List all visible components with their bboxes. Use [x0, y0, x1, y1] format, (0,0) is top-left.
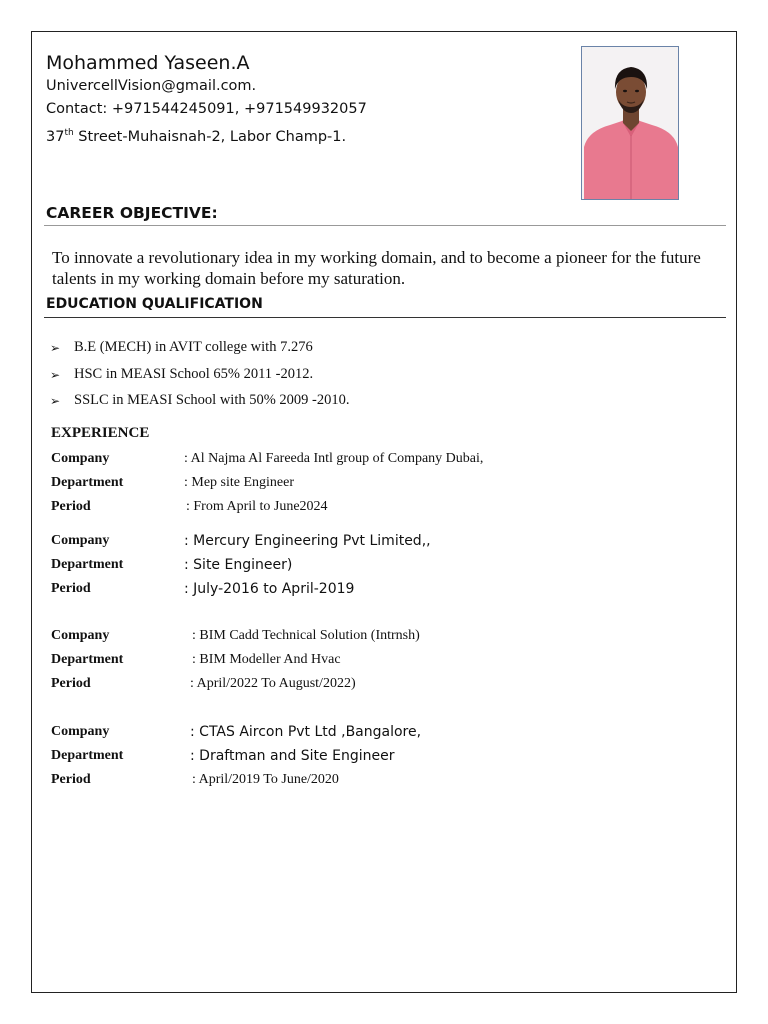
company-value: : Mercury Engineering Pvt Limited,,: [184, 533, 431, 549]
company-value: : BIM Cadd Technical Solution (Intrnsh): [192, 628, 420, 643]
company-value: : CTAS Aircon Pvt Ltd ,Bangalore,: [190, 724, 422, 740]
section-divider: [44, 317, 726, 318]
period-label: Period: [51, 676, 91, 691]
portrait-illustration: [582, 47, 679, 200]
address-street: Street-Muhaisnah-2, Labor Champ-1.: [73, 128, 347, 145]
address-ordinal: th: [64, 128, 74, 138]
period-label: Period: [51, 581, 91, 596]
career-objective-text: To innovate a revolutionary idea in my working domain, and to become a pioneer for the future talents in my working domain before my saturation.: [52, 248, 701, 288]
period-label: Period: [51, 499, 91, 514]
list-item: [50, 392, 350, 419]
department-label: Department: [51, 748, 124, 763]
department-label: Department: [51, 475, 124, 490]
company-label: Company: [51, 724, 110, 739]
company-value: : Al Najma Al Fareeda Intl group of Company Dubai,: [184, 451, 484, 466]
list-item: [50, 366, 350, 393]
email-address: UnivercellVision@gmail.com.: [46, 78, 257, 94]
department-value: : Site Engineer): [184, 557, 293, 573]
company-label: Company: [51, 533, 110, 548]
education-list: [50, 339, 350, 419]
period-label: Period: [51, 772, 91, 787]
profile-photo: [581, 46, 679, 200]
arrow-bullet-icon: ➢: [50, 341, 61, 355]
education-entry: B.E (MECH) in AVIT college with 7.276: [74, 339, 313, 355]
period-value: : April/2022 To August/2022): [190, 676, 356, 691]
contact-numbers: Contact: +971544245091, +971549932057: [46, 101, 367, 117]
department-value: : Draftman and Site Engineer: [190, 748, 395, 764]
resume-page: [31, 31, 737, 993]
company-label: Company: [51, 451, 110, 466]
department-value: : BIM Modeller And Hvac: [192, 652, 341, 667]
company-label: Company: [51, 628, 110, 643]
career-objective-heading: CAREER OBJECTIVE:: [46, 204, 218, 222]
candidate-name: Mohammed Yaseen.A: [46, 52, 250, 74]
postal-address: [46, 128, 346, 145]
address-number: 37: [46, 128, 65, 145]
period-value: : April/2019 To June/2020: [192, 772, 339, 787]
list-item: [50, 339, 350, 366]
department-label: Department: [51, 652, 124, 667]
period-value: : July-2016 to April-2019: [184, 581, 355, 597]
department-label: Department: [51, 557, 124, 572]
experience-heading: EXPERIENCE: [51, 425, 150, 441]
education-entry: HSC in MEASI School 65% 2011 -2012.: [74, 365, 314, 382]
section-divider: [44, 225, 726, 226]
education-heading: EDUCATION QUALIFICATION: [46, 296, 263, 312]
department-value: : Mep site Engineer: [184, 475, 295, 490]
period-value: : From April to June2024: [186, 499, 328, 514]
arrow-bullet-icon: ➢: [50, 367, 61, 382]
arrow-bullet-icon: ➢: [50, 394, 61, 408]
education-entry: SSLC in MEASI School with 50% 2009 -2010.: [74, 392, 350, 408]
